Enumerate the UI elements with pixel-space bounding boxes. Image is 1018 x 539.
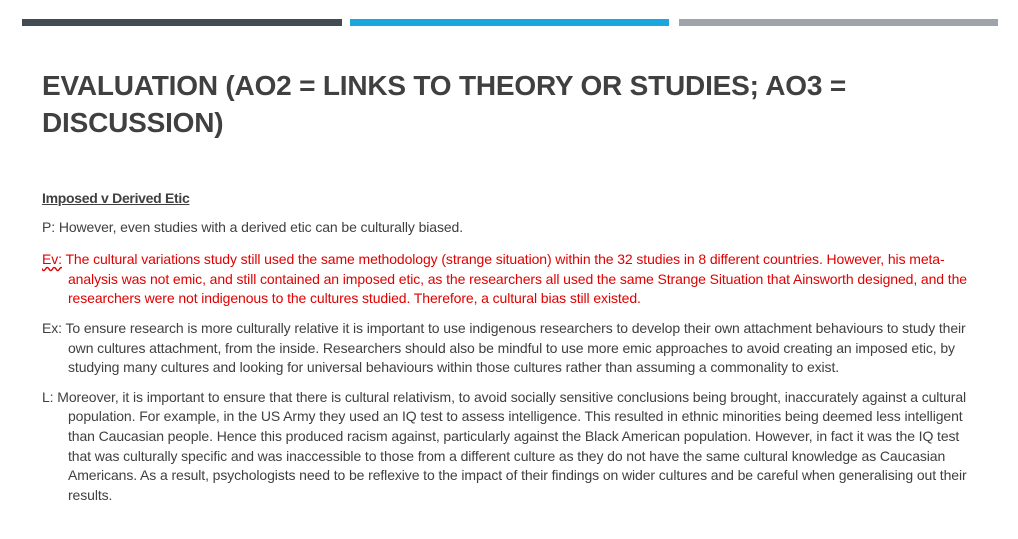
evidence-label: Ev:: [42, 251, 62, 268]
accent-bar-blue: [350, 19, 669, 26]
point-label: P:: [42, 218, 56, 235]
accent-bar-dark: [22, 19, 342, 26]
link-label: L:: [42, 388, 54, 405]
slide-title: EVALUATION (AO2 = LINKS TO THEORY OR STUDIES; AO3 = DISCUSSION): [42, 70, 846, 138]
section-heading: Imposed v Derived Etic: [42, 190, 190, 206]
accent-bar-gray: [679, 19, 998, 26]
explanation-paragraph: [42, 319, 982, 378]
evidence-paragraph: [42, 250, 982, 309]
point-text: However, even studies with a derived etic can be culturally biased.: [58, 218, 464, 235]
explanation-text: To ensure research is more culturally relative it is important to use indigenous researchers to develop their own attachment behaviours to study their own cultures attachment, from the inside. Researchers should also be mindful to use more emic approaches to avoid creating an imposed etic, by studying many cultures and looking for universal behaviours within those cultures rather than assuming a commonality to exist.: [65, 319, 966, 376]
explanation-label: Ex:: [42, 319, 62, 336]
link-paragraph: [42, 388, 982, 506]
point-paragraph: [42, 218, 982, 238]
evidence-text: The cultural variations study still used the same methodology (strange situation) within the 32 studies in 8 different countries. However, his meta-analysis was not emic, and still contained an imposed etic, as the researchers all used the same Strange Situation that Ainsworth designed, and the researchers were not indigenous to the cultures studied. Therefore, a cultural bias still existed.: [65, 251, 967, 307]
link-text: Moreover, it is important to ensure that there is cultural relativism, to avoid socially sensitive conclusions being brought, inaccurately against a cultural population. For example, in the US Army they used an IQ test to assess intelligence. This resulted in ethnic minorities being deemed less intelligent than Caucasian people. Hence this produced racism against, particularly against the Black American population. However, in fact it was the IQ test that was culturally specific and was inaccessible to those from a different culture as they do not have the same cultural knowledge as Caucasian Americans. As a result, psychologists need to be reflexive to the impact of their findings on wider cultures and be careful when generalising out their results.: [57, 388, 967, 503]
slide-body: [42, 189, 982, 515]
